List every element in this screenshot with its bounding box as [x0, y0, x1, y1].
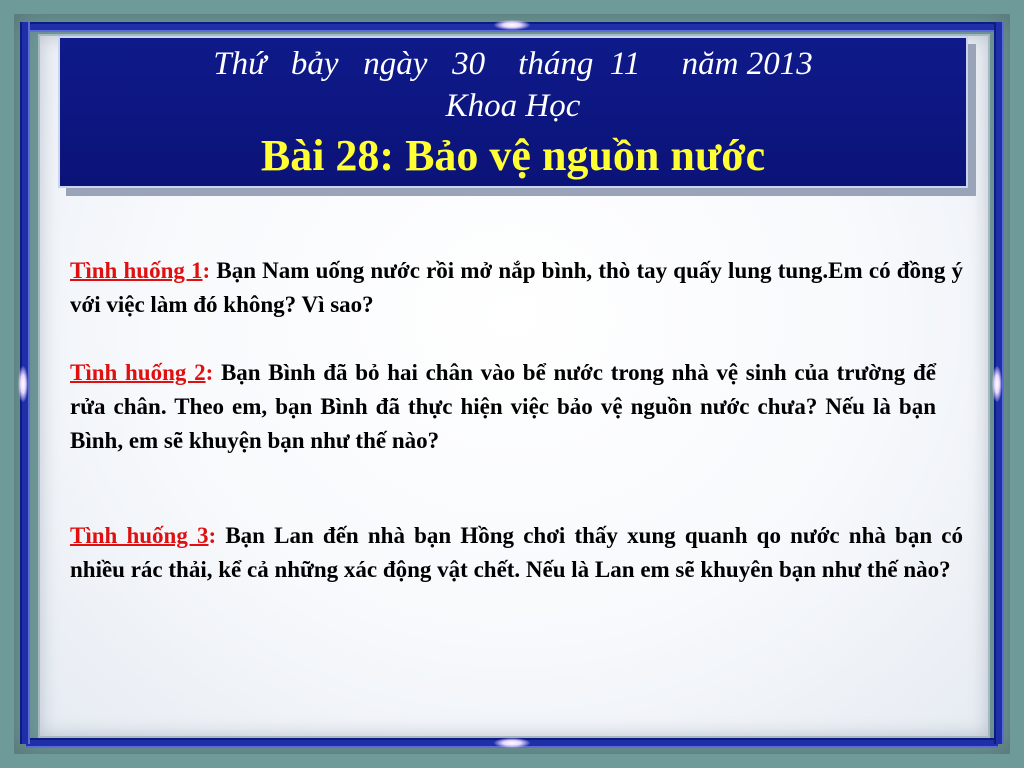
sparkle-icon	[18, 366, 28, 402]
situation-3	[70, 519, 963, 587]
situation-1-label: Tình huống 1	[70, 258, 203, 283]
situation-1-text: Bạn Nam uống nước rồi mở nắp bình, thò tay quấy lung tung.Em có đồng ý với việc làm đó không? Vì sao?	[70, 258, 963, 317]
lesson-title: Bài 28: Bảo vệ nguồn nước	[260, 131, 766, 180]
sparkle-icon	[494, 738, 530, 748]
subject-title: Khoa Học	[445, 88, 581, 124]
title-banner	[58, 36, 968, 188]
situation-1-colon: :	[202, 258, 211, 283]
situation-2-colon: :	[205, 360, 214, 385]
situation-2-text: Bạn Bình đã bỏ hai chân vào bể nước trong nhà vệ sinh của trường để rửa chân. Theo em, bạn Bình đã thực hiện việc bảo vệ nguồn nước chưa? Nếu là bạn Bình, em sẽ khuyện bạn như thế nào?	[70, 360, 936, 453]
situation-2-label: Tình huống 2	[70, 360, 206, 385]
situation-1	[70, 254, 963, 322]
situation-2	[70, 356, 936, 458]
sparkle-icon	[494, 20, 530, 30]
situation-3-colon: :	[208, 523, 217, 548]
date-line: Thứ bảy ngày 30 tháng 11 năm 2013	[213, 46, 813, 82]
situation-3-text: Bạn Lan đến nhà bạn Hồng chơi thấy xung quanh qo nước nhà bạn có nhiều rác thải, kể cả những xác động vật chết. Nếu là Lan em sẽ khuyên bạn như thế nào?	[70, 523, 963, 582]
sparkle-icon	[992, 366, 1002, 402]
situation-3-label: Tình huống 3	[70, 523, 209, 548]
